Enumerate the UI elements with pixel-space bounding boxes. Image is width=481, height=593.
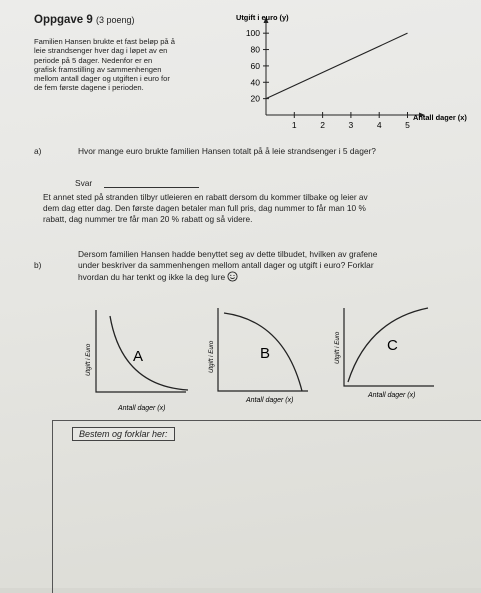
offer-line: Et annet sted på stranden tilbyr utleieren en rabatt dersom du kommer tilbake og leier av bbox=[43, 192, 368, 202]
part-a-answer-line[interactable] bbox=[104, 187, 199, 188]
winking-smiley-icon bbox=[227, 271, 238, 282]
cost-chart bbox=[222, 10, 481, 135]
part-a-answer-label: Svar bbox=[75, 178, 93, 188]
graph-b-ylabel: Utgift i Euro bbox=[208, 340, 215, 373]
answer-box-label: Bestem og forklar her: bbox=[72, 427, 175, 441]
part-b-question bbox=[78, 249, 458, 284]
part-b-line: hvordan du har tenkt og ikke la deg lure bbox=[78, 272, 226, 283]
part-b-line: under beskriver da sammenhengen mellom antall dager og utgift i euro? Forklar bbox=[78, 260, 374, 271]
offer-line: dem dag etter dag. Den første dagen betaler man full pris, dag nummer to får man 10 % bbox=[43, 203, 366, 214]
offer-paragraph bbox=[43, 192, 461, 226]
graph-b-letter: B bbox=[260, 345, 271, 362]
graph-b[interactable] bbox=[204, 303, 319, 408]
task-title-text: Oppgave 9 bbox=[34, 14, 93, 26]
intro-line: periode på 5 dager. Nedenfor er en bbox=[34, 55, 153, 65]
answer-box[interactable] bbox=[52, 420, 481, 593]
part-a-question: Hvor mange euro brukte familien Hansen totalt på å leie strandsenger i 5 dager? bbox=[78, 146, 376, 156]
part-b-line-last bbox=[78, 271, 458, 283]
part-b-line: Dersom familien Hansen hadde benyttet seg av dette tilbudet, hvilken av grafene bbox=[78, 249, 378, 259]
chart-x-tick-label: 4 bbox=[376, 120, 382, 130]
chart-y-tick-label: 60 bbox=[250, 60, 260, 71]
graph-c-xlabel: Antall dager (x) bbox=[368, 392, 416, 399]
graph-a-xlabel: Antall dager (x) bbox=[118, 405, 166, 412]
chart-y-tick-label: 100 bbox=[245, 28, 260, 39]
chart-series-line bbox=[266, 33, 408, 98]
chart-x-tick-label: 1 bbox=[291, 120, 297, 130]
chart-y-tick-label: 80 bbox=[250, 44, 260, 55]
graph-a-ylabel: Utgift i Euro bbox=[85, 343, 92, 376]
chart-x-tick-label: 5 bbox=[405, 120, 410, 130]
chart-y-tick-label: 40 bbox=[250, 77, 260, 88]
task-points: (3 poeng) bbox=[96, 15, 135, 25]
graph-c[interactable] bbox=[330, 300, 442, 403]
graph-a-letter: A bbox=[133, 348, 144, 365]
intro-line: leie strandsenger hver dag i løpet av en bbox=[34, 46, 168, 56]
intro-line: Familien Hansen brukte et fast beløp på å bbox=[34, 37, 175, 46]
chart-x-tick-label: 3 bbox=[348, 120, 354, 130]
chart-x-axis-label: Antall dager (x) bbox=[413, 113, 467, 122]
chart-x-tick-label: 2 bbox=[320, 120, 325, 130]
graph-a[interactable] bbox=[78, 300, 198, 415]
intro-line: mellom antall dager og utgiften i euro for bbox=[34, 74, 170, 84]
graph-a-curve bbox=[110, 316, 188, 390]
task-intro bbox=[34, 37, 224, 93]
graph-c-letter: C bbox=[387, 337, 398, 354]
graph-b-xlabel: Antall dager (x) bbox=[246, 397, 294, 404]
part-a-label: a) bbox=[34, 146, 42, 156]
graph-c-ylabel: Utgift i Euro bbox=[334, 331, 341, 364]
chart-plot-area bbox=[246, 17, 425, 130]
intro-line: grafisk framstilling av sammenhengen bbox=[34, 64, 162, 74]
chart-y-axis-label: Utgift i euro (y) bbox=[236, 13, 289, 22]
offer-line: rabatt, dag nummer tre får man 20 % rabatt og så videre. bbox=[43, 214, 253, 225]
chart-y-tick-label: 20 bbox=[250, 93, 260, 104]
part-b-label: b) bbox=[34, 260, 42, 270]
intro-line: de fem første dagene i perioden. bbox=[34, 83, 144, 93]
task-title bbox=[34, 14, 135, 26]
